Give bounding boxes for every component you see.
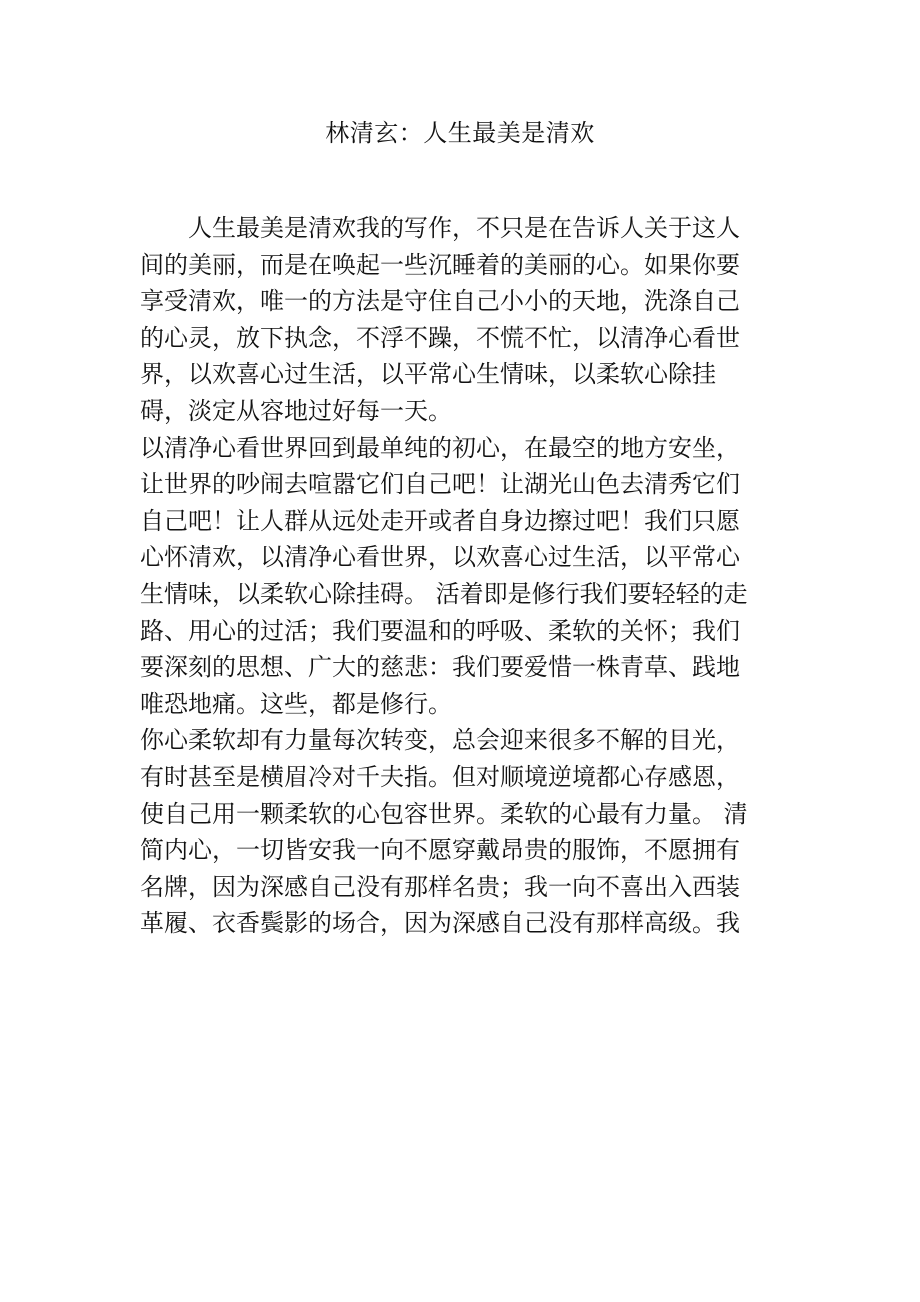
text-line: 路、用心的过活；我们要温和的呼吸、柔软的关怀；我们: [140, 616, 740, 645]
document-title: 林清玄：人生最美是清欢: [325, 119, 595, 147]
text-line: 让世界的吵闹去喧嚣它们自己吧！让湖光山色去清秀它们: [140, 470, 740, 499]
text-line: 以清净心看世界回到最单纯的初心，在最空的地方安坐，: [140, 433, 740, 462]
text-line: 有时甚至是横眉冷对千夫指。但对顺境逆境都心存感恩，: [140, 762, 740, 791]
text-line: 心怀清欢，以清净心看世界，以欢喜心过生活，以平常心: [140, 543, 740, 572]
text-line: 碍，淡定从容地过好每一天。: [140, 396, 452, 425]
text-line: 享受清欢，唯一的方法是守住自己小小的天地，洗涤自己: [140, 287, 740, 316]
text-line: 间的美丽，而是在唤起一些沉睡着的美丽的心。如果你要: [140, 250, 740, 279]
text-line: 的心灵，放下执念，不浮不躁，不慌不忙，以清净心看世: [140, 323, 740, 352]
text-line: 使自己用一颗柔软的心包容世界。柔软的心最有力量。 清: [140, 799, 748, 828]
text-line: 界，以欢喜心过生活，以平常心生情味，以柔软心除挂: [140, 360, 716, 389]
text-line: 要深刻的思想、广大的慈悲：我们要爱惜一株青草、践地: [140, 653, 740, 682]
text-line: 生情味，以柔软心除挂碍。 活着即是修行我们要轻轻的走: [140, 579, 748, 608]
document-body: [140, 210, 780, 942]
text-line: 自己吧！让人群从远处走开或者自身边擦过吧！我们只愿: [140, 506, 740, 535]
text-line: 名牌，因为深感自己没有那样名贵；我一向不喜出入西装: [140, 872, 740, 901]
text-line: 革履、衣香鬓影的场合，因为深感自己没有那样高级。我: [140, 909, 740, 938]
text-line: 人生最美是清欢我的写作，不只是在告诉人关于这人: [140, 214, 740, 242]
text-line: 简内心，一切皆安我一向不愿穿戴昂贵的服饰，不愿拥有: [140, 836, 740, 865]
text-line: 你心柔软却有力量每次转变，总会迎来很多不解的目光，: [140, 726, 740, 755]
text-line: 唯恐地痛。这些，都是修行。: [140, 689, 452, 718]
